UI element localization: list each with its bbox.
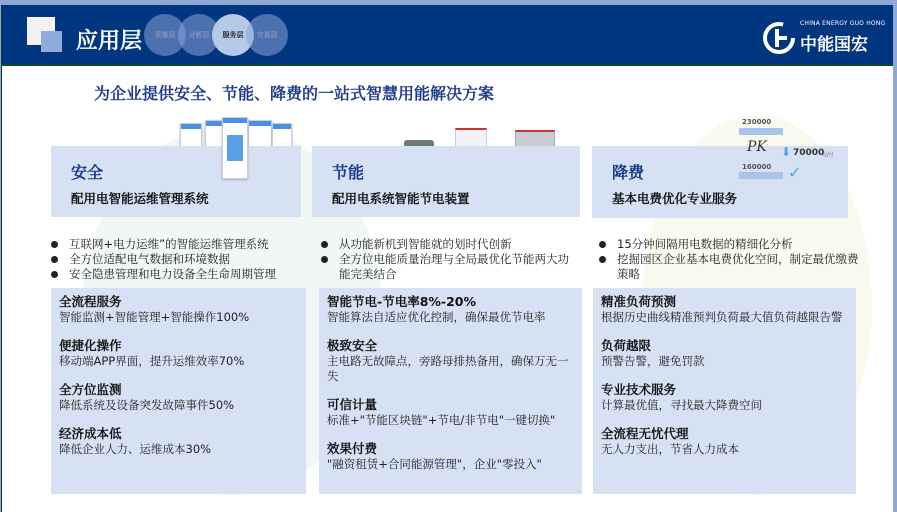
pk-saving: 70000 [793, 148, 825, 158]
item-title: 效果付费 [327, 441, 378, 456]
header-title: 应用层 [76, 29, 143, 54]
card-energy-saving [312, 146, 580, 217]
card-heading: 降费 [612, 163, 645, 182]
item-desc: 根据历史曲线精准预判负荷最大值负荷越限告警 [601, 310, 843, 324]
logo-chinese: 中能国宏 [800, 35, 868, 55]
logo-icon [762, 21, 796, 55]
item-title: 专业技术服务 [601, 382, 677, 397]
checkmark-icon: ✓ [788, 163, 802, 182]
item-desc: 计算最优值，寻找最大降费空间 [601, 398, 762, 412]
card-subtitle: 配用电智能运维管理系统 [71, 191, 209, 206]
pk-top-value: 230000 [742, 118, 772, 126]
main-title: 为企业提供安全、节能、降费的一站式智慧用能解决方案 [94, 84, 495, 103]
layer-circle-service[interactable]: 服务层 [212, 14, 254, 56]
item-title: 全流程无忧代理 [601, 426, 689, 441]
bullet-item: 从功能新机到智能就的划时代创新 [319, 237, 579, 252]
decor-square [41, 31, 62, 52]
pk-graphic [734, 115, 834, 190]
item-title: 经济成本低 [59, 426, 122, 441]
item-desc: 智能监测+智能管理+智能操作100% [59, 310, 250, 324]
bullet-list-safety [49, 237, 314, 282]
item-desc: 预警告警，避免罚款 [601, 354, 705, 368]
layer-circle-collect[interactable]: 采集层 [144, 14, 186, 56]
item-desc: 移动端APP界面，提升运维效率70% [59, 354, 245, 368]
item-title: 全方位监测 [59, 382, 122, 397]
pk-unit: 元/月 [822, 152, 834, 158]
bullet-item: 安全隐患管理和电力设备全生命周期管理 [49, 267, 314, 282]
item-desc: 无人力支出，节省人力成本 [601, 442, 739, 456]
bullet-list-energy [319, 237, 579, 282]
pk-label: PK [747, 139, 767, 155]
item-title: 极致安全 [327, 338, 378, 353]
card-subtitle: 配用电系统智能节电装置 [332, 191, 470, 206]
bullet-item: 全方位电能质量治理与全局最优化节能两大功能完美结合 [319, 252, 579, 282]
item-title: 便捷化操作 [59, 338, 122, 353]
bullet-item: 挖掘园区企业基本电费优化空间，制定最优缴费策略 [597, 252, 867, 282]
pk-bottom-value: 160000 [742, 163, 772, 171]
bullet-item: 15分钟间隔用电数据的精细化分析 [597, 237, 867, 252]
card-heading: 安全 [71, 163, 104, 182]
bullet-list-cost [597, 237, 867, 282]
card-subtitle: 基本电费优化专业服务 [612, 191, 738, 206]
panel-safety [51, 288, 306, 494]
bullet-item: 全方位适配电气数据和环境数据 [49, 252, 314, 267]
item-title: 精准负荷预测 [601, 294, 677, 309]
card-heading: 节能 [332, 163, 365, 182]
item-title: 可信计量 [327, 397, 378, 412]
item-desc: 标准+"节能区块链"+节电/非节电"一键切换" [327, 413, 556, 427]
header [2, 5, 893, 66]
layer-circle-analysis[interactable]: 分析层 [178, 14, 220, 56]
logo-english: CHINA ENERGY GUO HONG [800, 20, 886, 27]
arrow-down-icon: ⬇ [781, 145, 792, 159]
item-title: 负荷越限 [601, 338, 652, 353]
item-desc: 主电路无故障点，旁路母排热备用，确保万无一失 [327, 354, 569, 383]
card-safety [51, 146, 301, 217]
item-title: 全流程服务 [59, 294, 122, 309]
item-desc: "融资租赁+合同能源管理"，企业"零投入" [327, 457, 542, 471]
panel-cost [593, 288, 856, 494]
item-desc: 智能算法自适应优化控制，确保最优节电率 [327, 310, 546, 324]
item-desc: 降低系统及设备突发故障事件50% [59, 398, 235, 412]
item-title: 智能节电-节电率8%-20% [327, 294, 477, 309]
bullet-item: 互联网+电力运维”的智能运维管理系统 [49, 237, 314, 252]
panel-energy [319, 288, 582, 494]
layer-circle-trade[interactable]: 交易层 [246, 14, 288, 56]
company-logo [762, 18, 887, 58]
item-desc: 降低企业人力、运维成本30% [59, 442, 212, 456]
slide [1, 5, 893, 512]
